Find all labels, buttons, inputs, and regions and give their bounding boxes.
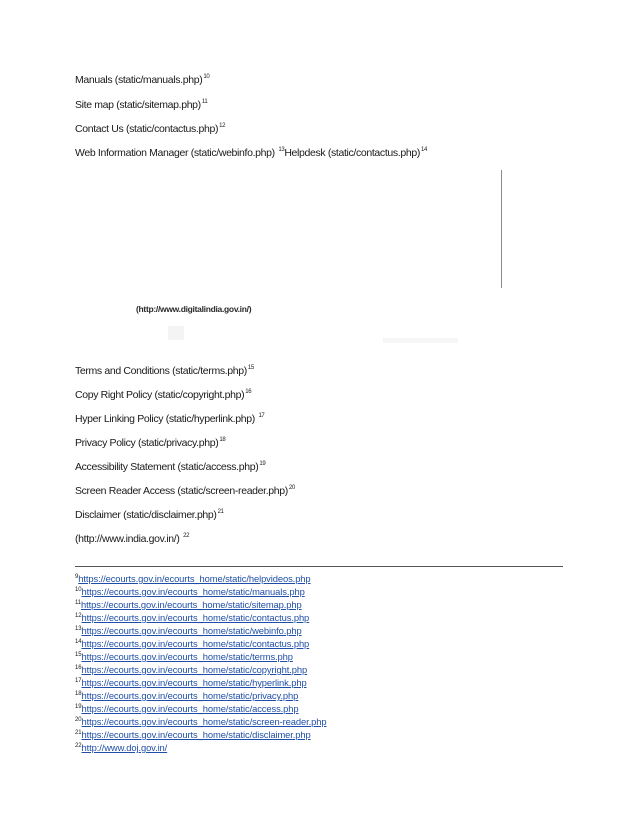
- footnote-item: $^{14}$https://ecourts.gov.in/ecourts_home/static/contactus.php: [75, 638, 310, 649]
- body-line-terms: Terms and Conditions (static/terms.php)$^{15}$: [75, 365, 254, 377]
- footnote-item: $^9$https://ecourts.gov.in/ecourts_home/static/helpvideos.php: [75, 573, 311, 584]
- body-line-privacy: Privacy Policy (static/privacy.php)$^{18}$: [75, 437, 226, 449]
- footnote-item: $^{11}$https://ecourts.gov.in/ecourts_home/static/sitemap.php: [75, 599, 302, 610]
- body-line-copyright: Copy Right Policy (static/copyright.php)$^{16}$: [75, 389, 252, 401]
- body-line-contactus: Contact Us (static/contactus.php)$^{12}$: [75, 123, 226, 135]
- body-line-accessibility: Accessibility Statement (static/access.php)$^{19}$: [75, 461, 266, 473]
- footnote-item: $^{15}$https://ecourts.gov.in/ecourts_home/static/terms.php: [75, 651, 293, 662]
- footnote-link[interactable]: https://ecourts.gov.in/ecourts_home/static/helpvideos.php: [78, 573, 311, 584]
- footnote-item: $^{18}$https://ecourts.gov.in/ecourts_home/static/privacy.php: [75, 690, 299, 701]
- body-line-screen-reader: Screen Reader Access (static/screen-reader.php)$^{20}$: [75, 485, 295, 497]
- footnote-item: $^{22}$http://www.doj.gov.in/: [75, 742, 168, 753]
- footnote-link[interactable]: https://ecourts.gov.in/ecourts_home/static/contactus.php: [81, 638, 310, 649]
- footnote-ref[interactable]: 19: [259, 461, 266, 467]
- footnote-item: $^{20}$https://ecourts.gov.in/ecourts_home/static/screen-reader.php: [75, 716, 327, 727]
- footnote-ref[interactable]: 15: [247, 365, 254, 371]
- faint-image-fragment: [383, 338, 458, 343]
- body-line-india-gov: (http://www.india.gov.in/) $^{22}$: [75, 533, 190, 545]
- image-border-line: [501, 170, 502, 288]
- footnote-link[interactable]: https://ecourts.gov.in/ecourts_home/static/manuals.php: [81, 586, 305, 597]
- footnote-item: $^{17}$https://ecourts.gov.in/ecourts_home/static/hyperlink.php: [75, 677, 307, 688]
- footnote-link[interactable]: https://ecourts.gov.in/ecourts_home/static/privacy.php: [81, 690, 299, 701]
- footnote-ref[interactable]: 18: [219, 437, 226, 443]
- body-line-manuals: Manuals (static/manuals.php)$^{10}$: [75, 74, 210, 86]
- body-line-disclaimer: Disclaimer (static/disclaimer.php)$^{21}$: [75, 509, 224, 521]
- footnote-ref[interactable]: 20: [288, 485, 295, 491]
- footnote-ref[interactable]: 14: [420, 147, 427, 153]
- footnote-link[interactable]: https://ecourts.gov.in/ecourts_home/static/hyperlink.php: [81, 677, 307, 688]
- footnote-item: $^{16}$https://ecourts.gov.in/ecourts_home/static/copyright.php: [75, 664, 308, 675]
- footnote-link[interactable]: https://ecourts.gov.in/ecourts_home/static/webinfo.php: [81, 625, 302, 636]
- footnote-link[interactable]: https://ecourts.gov.in/ecourts_home/static/screen-reader.php: [81, 716, 327, 727]
- image-caption: (http://www.digitalindia.gov.in/): [136, 304, 252, 314]
- footnote-ref[interactable]: 22: [183, 533, 190, 539]
- footnote-ref[interactable]: 11: [201, 99, 208, 105]
- footnote-item: $^{10}$https://ecourts.gov.in/ecourts_home/static/manuals.php: [75, 586, 305, 597]
- footnote-link[interactable]: https://ecourts.gov.in/ecourts_home/static/copyright.php: [81, 664, 308, 675]
- footnote-link[interactable]: https://ecourts.gov.in/ecourts_home/static/access.php: [81, 703, 299, 714]
- footnote-item: $^{12}$https://ecourts.gov.in/ecourts_home/static/contactus.php: [75, 612, 310, 623]
- footnote-link[interactable]: https://ecourts.gov.in/ecourts_home/static/terms.php: [81, 651, 293, 662]
- body-line-sitemap: Site map (static/sitemap.php)$^{11}$: [75, 99, 208, 111]
- footnote-ref[interactable]: 17: [258, 413, 265, 419]
- footnote-item: $^{13}$https://ecourts.gov.in/ecourts_home/static/webinfo.php: [75, 625, 302, 636]
- footnote-link[interactable]: https://ecourts.gov.in/ecourts_home/static/disclaimer.php: [81, 729, 311, 740]
- faint-image-fragment: [168, 326, 184, 340]
- footnote-ref[interactable]: 13: [278, 147, 285, 153]
- footnote-ref[interactable]: 10: [203, 74, 210, 80]
- footnote-ref[interactable]: 12: [219, 123, 226, 129]
- footnote-item: $^{19}$https://ecourts.gov.in/ecourts_home/static/access.php: [75, 703, 299, 714]
- body-line-hyperlink: Hyper Linking Policy (static/hyperlink.php) $^{17}$: [75, 413, 265, 425]
- footnote-item: $^{21}$https://ecourts.gov.in/ecourts_home/static/disclaimer.php: [75, 729, 311, 740]
- footnote-link[interactable]: https://ecourts.gov.in/ecourts_home/static/contactus.php: [81, 612, 310, 623]
- footnote-link[interactable]: http://www.doj.gov.in/: [81, 742, 168, 753]
- body-line-webinfo-helpdesk: Web Information Manager (static/webinfo.php) $^{13}$Helpdesk (static/contactus.php)$^{14}$: [75, 147, 427, 159]
- footnote-ref[interactable]: 21: [217, 509, 224, 515]
- footnote-link[interactable]: https://ecourts.gov.in/ecourts_home/static/sitemap.php: [81, 599, 302, 610]
- footnote-separator: [75, 566, 563, 567]
- footnote-ref[interactable]: 16: [245, 389, 252, 395]
